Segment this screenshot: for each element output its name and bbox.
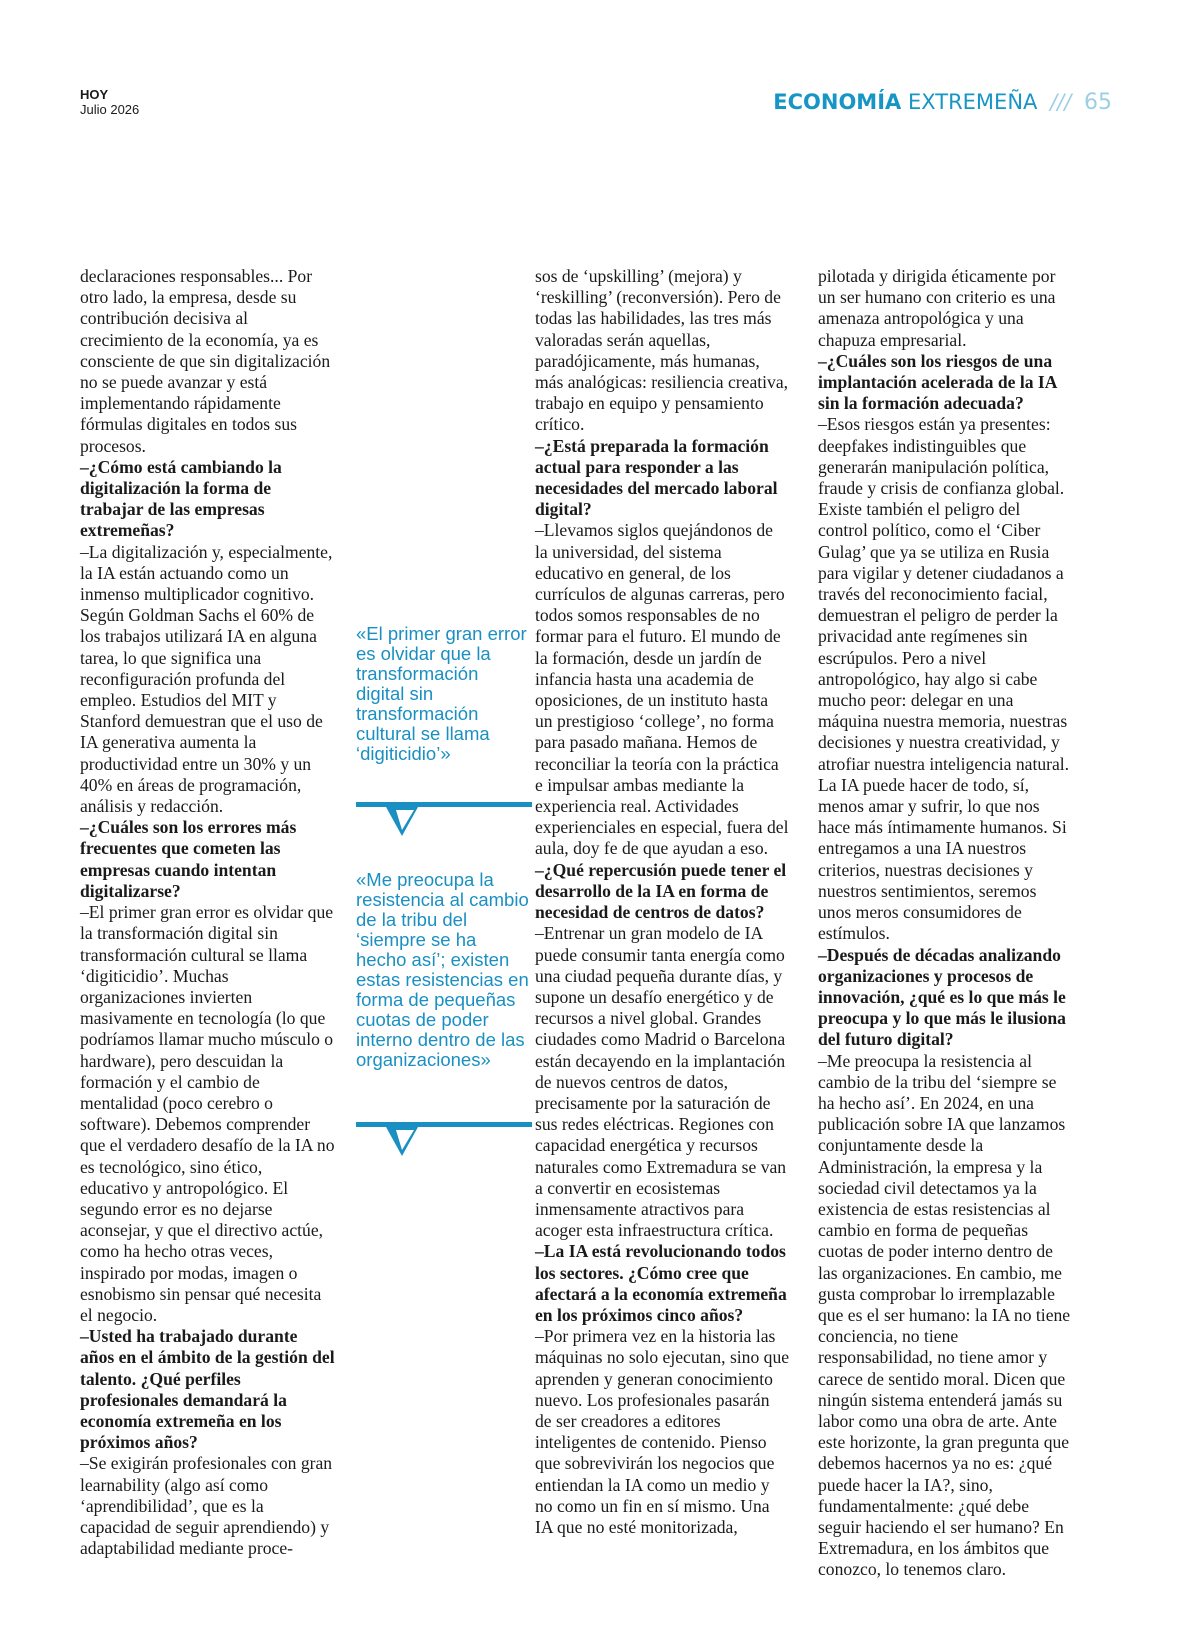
pullquote-1: «El primer gran error es olvidar que la transformación digital sin transformación cultural se llama ‘digiticidio’» xyxy=(356,623,527,764)
interview-answer: –El primer gran error es olvidar que la transformación digital sin transformación cultural se llama ‘digiticidio’. Muchas organizaciones invierten masivamente en tecnología (lo que podríamos llamar mucho músculo o hardware), pero descuidan la formación y el cambio de mentalidad (poco cerebro o software). Debemos comprender que el verdadero desafío de la IA no es tecnológico, sino ético, educativo y antropológico. El segundo error es no dejarse aconsejar, y que el directivo actúe, como ha hecho otras veces, inspirado por modas, imagen o esnobismo sin pensar qué necesita el negocio. xyxy=(80,902,335,1325)
interview-answer: –La digitalización y, especialmente, la IA están actuando como un inmenso multiplicador cognitivo. Según Goldman Sachs el 60% de los trabajos utilizará IA en alguna tarea, lo que significa una reconfiguración profunda del empleo. Estudios del MIT y Stanford demuestran que el uso de IA generativa aumenta la productividad entre un 30% y un 40% en áreas de programación, análisis y redacción. xyxy=(80,541,333,817)
interview-answer: –Por primera vez en la historia las máquinas no solo ejecutan, sino que aprenden y generan conocimiento nuevo. Los profesionales pasarán de ser creadores a editores inteligentes de contenido. Pienso que sobrevivirán los negocios que entiendan la IA como un medio y no como un fin en sí mismo. Una IA que no esté monitorizada, xyxy=(535,1326,790,1537)
masthead xyxy=(80,88,139,117)
interview-question: –¿Está preparada la formación actual para responder a las necesidades del mercado laboral digital? xyxy=(535,435,778,520)
interview-question: –¿Cuáles son los riesgos de una implantación acelerada de la IA sin la formación adecuada? xyxy=(818,350,1057,414)
interview-answer: –Esos riesgos están ya presentes: deepfakes indistinguibles que generarán manipulación política, fraude y crisis de confianza global. Existe también el peligro del control político, como el ‘Ciber Gulag’ que ya se utiliza en Rusia para vigilar y detener ciudadanos a través del reconocimiento facial, demuestran el peligro de perder la privacidad ante regímenes sin escrúpulos. Pero a nivel antropológico, hay algo si cabe mucho peor: delegar en una máquina nuestra memoria, nuestras decisiones y nuestra creatividad, y atrofiar nuestra inteligencia natural. La IA puede hacer de todo, sí, menos amar y sufrir, lo que nos hace más íntimamente humanos. Si entregamos a una IA nuestros criterios, nuestras decisiones y nuestros sentimientos, seremos unos meros consumidores de estímulos. xyxy=(818,414,1070,944)
article-column-2 xyxy=(535,266,790,1538)
interview-answer: declaraciones responsables... Por otro lado, la empresa, desde su contribución decisiva al crecimiento de la economía, ya es consciente de que sin digitalización no se puede avanzar y está implementando rápidamente fórmulas digitales en todos sus procesos. xyxy=(80,266,331,456)
page-number: 65 xyxy=(1084,90,1112,115)
section-name: ECONOMÍA xyxy=(773,90,902,114)
interview-question: –Usted ha trabajado durante años en el ámbito de la gestión del talento. ¿Qué perfiles profesionales demandará la economía extremeña en los próximos años? xyxy=(80,1326,335,1453)
interview-question: –Después de décadas analizando organizaciones y procesos de innovación, ¿qué es lo que más le preocupa y lo que más le ilusiona del futuro digital? xyxy=(818,944,1066,1050)
subsection-name: EXTREMEÑA xyxy=(907,90,1038,114)
section-separator: /// xyxy=(1050,90,1072,114)
publication-name: HOY xyxy=(80,87,109,102)
interview-answer: sos de ‘upskilling’ (mejora) y ‘reskilling’ (reconversión). Pero de todas las habilidades, las tres más valoradas serán aquellas, paradójicamente, más humanas, más analógicas: resiliencia creativa, trabajo en equipo y pensamiento crítico. xyxy=(535,266,789,435)
interview-answer: –Entrenar un gran modelo de IA puede consumir tanta energía como una ciudad pequeña durante días, y supone un desafío energético y de recursos a nivel global. Grandes ciudades como Madrid o Barcelona están decayendo en la implantación de nuevos centros de datos, precisamente por la saturación de sus redes eléctricas. Regiones con capacidad energética y recursos naturales como Extremadura se van a convertir en ecosistemas inmensamente atractivos para acoger esta infraestructura crítica. xyxy=(535,923,787,1241)
issue-date: Julio 2026 xyxy=(80,102,140,117)
article-column-3 xyxy=(818,266,1073,1581)
interview-answer: –Llevamos siglos quejándonos de la universidad, del sistema educativo en general, de los currículos de algunas carreras, pero todos somos responsables de no formar para el futuro. El mundo de la formación, desde un jardín de infancia hasta una academia de oposiciones, de un instituto hasta un prestigioso ‘college’, no forma para pasado mañana. Hemos de reconciliar la teoría con la práctica e impulsar ambas mediante la experiencia real. Actividades experienciales en especial, fuera del aula, doy fe de que ayudan a eso. xyxy=(535,520,789,859)
interview-question: –¿Cuáles son los errores más frecuentes que cometen las empresas cuando intentan digitalizarse? xyxy=(80,817,297,901)
section-header xyxy=(773,90,1112,115)
interview-question: –La IA está revolucionando todos los sectores. ¿Cómo cree que afectará a la economía extremeña en los próximos cinco años? xyxy=(535,1241,787,1325)
interview-answer: pilotada y dirigida éticamente por un ser humano con criterio es una amenaza antropológica y una chapuza empresarial. xyxy=(818,266,1056,350)
interview-question: –¿Qué repercusión puede tener el desarrollo de la IA en forma de necesidad de centros de datos? xyxy=(535,859,787,923)
pullquote-2: «Me preocupa la resistencia al cambio de la tribu del ‘siempre se ha hecho así’; existen estas resistencias en forma de pequeñas cuotas de poder interno dentro de las organizaciones» xyxy=(356,869,529,1070)
interview-answer: –Me preocupa la resistencia al cambio de la tribu del ‘siempre se ha hecho así’. En 2024, en una publicación sobre IA que lanzamos conjuntamente desde la Administración, la empresa y la sociedad civil detectamos ya la existencia de estas resistencias al cambio en forma de pequeñas cuotas de poder interno dentro de las organizaciones. En cambio, me gusta comprobar lo irremplazable que es el ser humano: la IA no tiene conciencia, no tiene responsabilidad, no tiene amor y carece de sentido moral. Dicen que ningún sistema entenderá jamás su labor como una obra de arte. Ante este horizonte, la gran pregunta que debemos hacernos ya no es: ¿qué puede hacer la IA?, sino, fundamentalmente: ¿qué debe seguir haciendo el ser humano? En Extremadura, en los ámbitos que conozco, lo tenemos claro. xyxy=(818,1050,1071,1580)
speech-bubble-icon xyxy=(356,1118,532,1158)
article-column-1 xyxy=(80,266,335,1559)
interview-question: –¿Cómo está cambiando la digitalización la forma de trabajar de las empresas extremeñas? xyxy=(80,456,282,541)
speech-bubble-icon xyxy=(356,798,532,838)
interview-answer: –Se exigirán profesionales con gran learnability (algo así como ‘aprendibilidad’, que es la capacidad de seguir aprendiendo) y adaptabilidad mediante proce- xyxy=(80,1453,333,1559)
